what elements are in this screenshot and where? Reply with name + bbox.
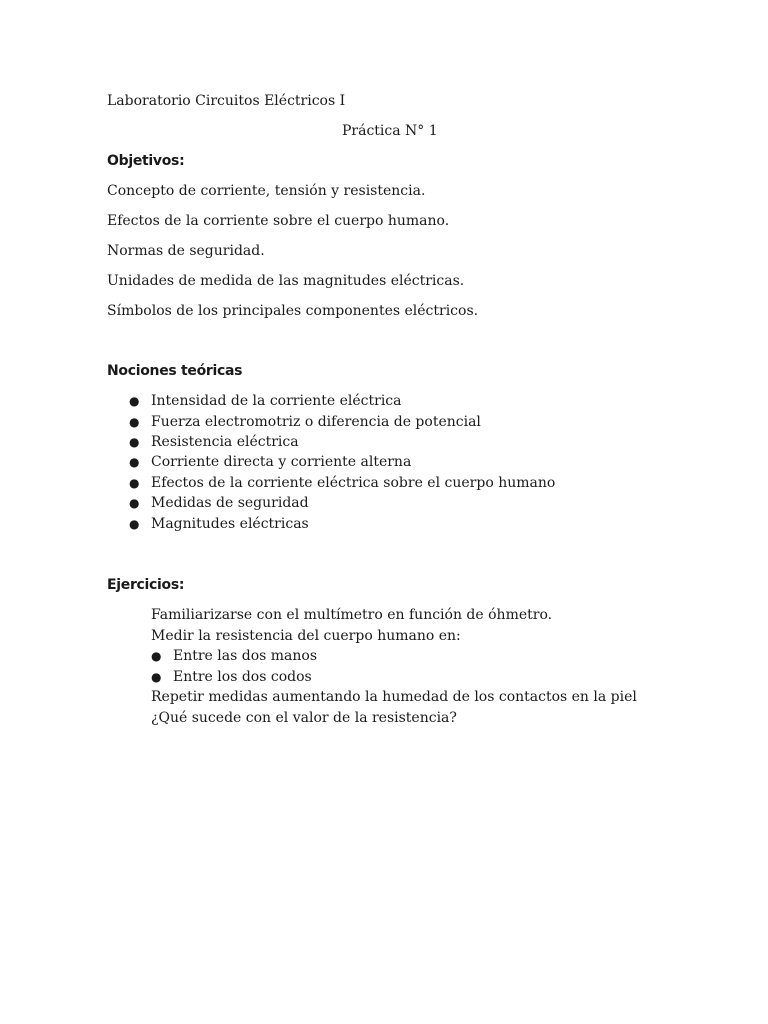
nocion-item: Fuerza electromotriz o diferencia de potencial	[151, 414, 481, 430]
bullet-icon: ●	[129, 455, 140, 469]
ejercicio-line: Repetir medidas aumentando la humedad de los contactos en la piel	[151, 689, 637, 705]
objetivo-item: Normas de seguridad.	[107, 243, 265, 259]
ejercicio-line: ¿Qué sucede con el valor de la resistencia?	[151, 710, 457, 726]
bullet-icon: ●	[129, 394, 140, 408]
objetivo-item: Unidades de medida de las magnitudes eléctricas.	[107, 273, 465, 289]
bullet-icon: ●	[129, 415, 140, 429]
bullet-icon: ●	[129, 476, 140, 490]
nocion-item: Corriente directa y corriente alterna	[151, 454, 412, 470]
nocion-item: Resistencia eléctrica	[151, 434, 299, 450]
ejercicio-line: Familiarizarse con el multímetro en función de óhmetro.	[151, 607, 553, 623]
bullet-icon: ●	[129, 435, 140, 449]
ejercicio-sub-item: Entre los dos codos	[173, 669, 312, 685]
nocion-item: Intensidad de la corriente eléctrica	[151, 393, 402, 409]
bullet-icon: ●	[151, 670, 162, 684]
objetivo-item: Efectos de la corriente sobre el cuerpo humano.	[107, 213, 450, 229]
ejercicio-line: Medir la resistencia del cuerpo humano en:	[151, 628, 461, 644]
ejercicios-heading: Ejercicios:	[107, 577, 185, 593]
practice-number: Práctica N° 1	[342, 123, 438, 139]
objetivos-heading: Objetivos:	[107, 153, 185, 169]
ejercicio-sub-item: Entre las dos manos	[173, 648, 318, 664]
bullet-icon: ●	[129, 517, 140, 531]
objetivo-item: Símbolos de los principales componentes eléctricos.	[107, 303, 479, 319]
bullet-icon: ●	[129, 496, 140, 510]
bullet-icon: ●	[151, 649, 162, 663]
objetivo-item: Concepto de corriente, tensión y resistencia.	[107, 183, 426, 199]
document-title: Laboratorio Circuitos Eléctricos I	[107, 93, 346, 109]
nocion-item: Efectos de la corriente eléctrica sobre el cuerpo humano	[151, 475, 556, 491]
nociones-heading: Nociones teóricas	[107, 363, 243, 379]
nocion-item: Medidas de seguridad	[151, 495, 309, 511]
nocion-item: Magnitudes eléctricas	[151, 516, 309, 532]
